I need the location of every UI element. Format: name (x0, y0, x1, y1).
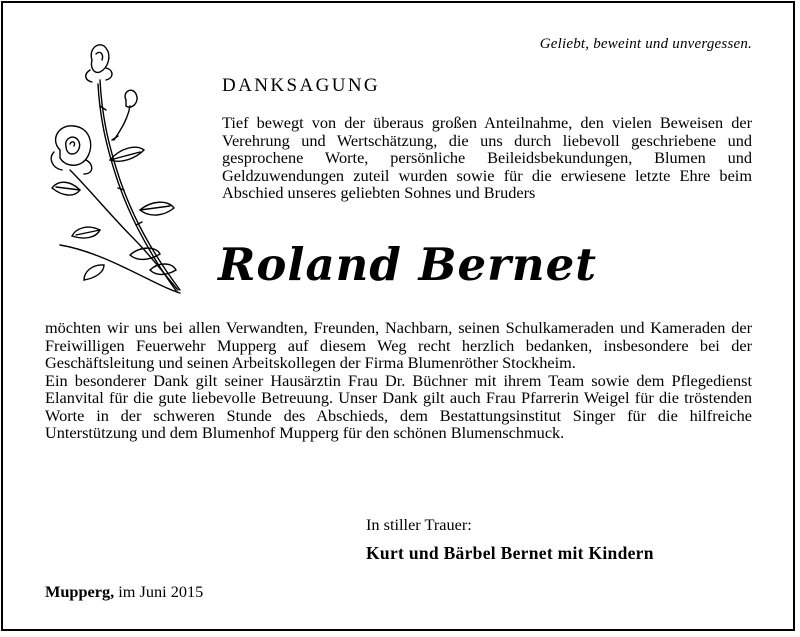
title: DANKSAGUNG (222, 75, 381, 96)
mourning-label: In stiller Trauer: (366, 515, 472, 534)
rose-icon (40, 40, 190, 302)
family-signature: Kurt und Bärbel Bernet mit Kindern (366, 543, 654, 563)
place: Mupperg, (45, 582, 115, 601)
intro-text: Tief bewegt von der überaus großen Anteilnahme, den vielen Beweisen der Verehrung und Wertschätzung, die uns durch liebevoll geschriebene und gesprochene Worte, persönliche Beileidsbekundungen, Blumen und Geldzuwendungen zuteil wurden sowie für die erwiesene letzte Ehre beim Abschied unseres geliebten Sohnes und Bruders (222, 113, 752, 202)
place-date (45, 582, 203, 602)
body-paragraph: möchten wir uns bei allen Verwandten, Freunden, Nachbarn, seinen Schulkameraden und Kameraden der Freiwilligen Feuerwehr Mupperg auf diesem Weg recht herzlich bedanken, insbesondere bei der Geschäftsleitung und seinen Arbeitskollegen der Firma Blumenröther Stockheim. (45, 318, 752, 372)
body-paragraph: Ein besonderer Dank gilt seiner Hausärztin Frau Dr. Büchner mit ihrem Team sowie dem Pflegedienst Elanvital für die gute liebevolle Betreuung. Unser Dank gilt auch Frau Pfarrerin Weigel für die tröstenden Worte in der schweren Stunde des Abschieds, dem Bestattungsinstitut Singer für die hilfreiche Unterstützung und dem Blumenhof Mupperg für den schönen Blumenschmuck. (45, 370, 752, 442)
body-text (45, 319, 752, 442)
motto: Geliebt, beweint und unvergessen. (539, 36, 752, 52)
date: im Juni 2015 (118, 582, 204, 601)
deceased-name: Roland Bernet (218, 238, 598, 291)
